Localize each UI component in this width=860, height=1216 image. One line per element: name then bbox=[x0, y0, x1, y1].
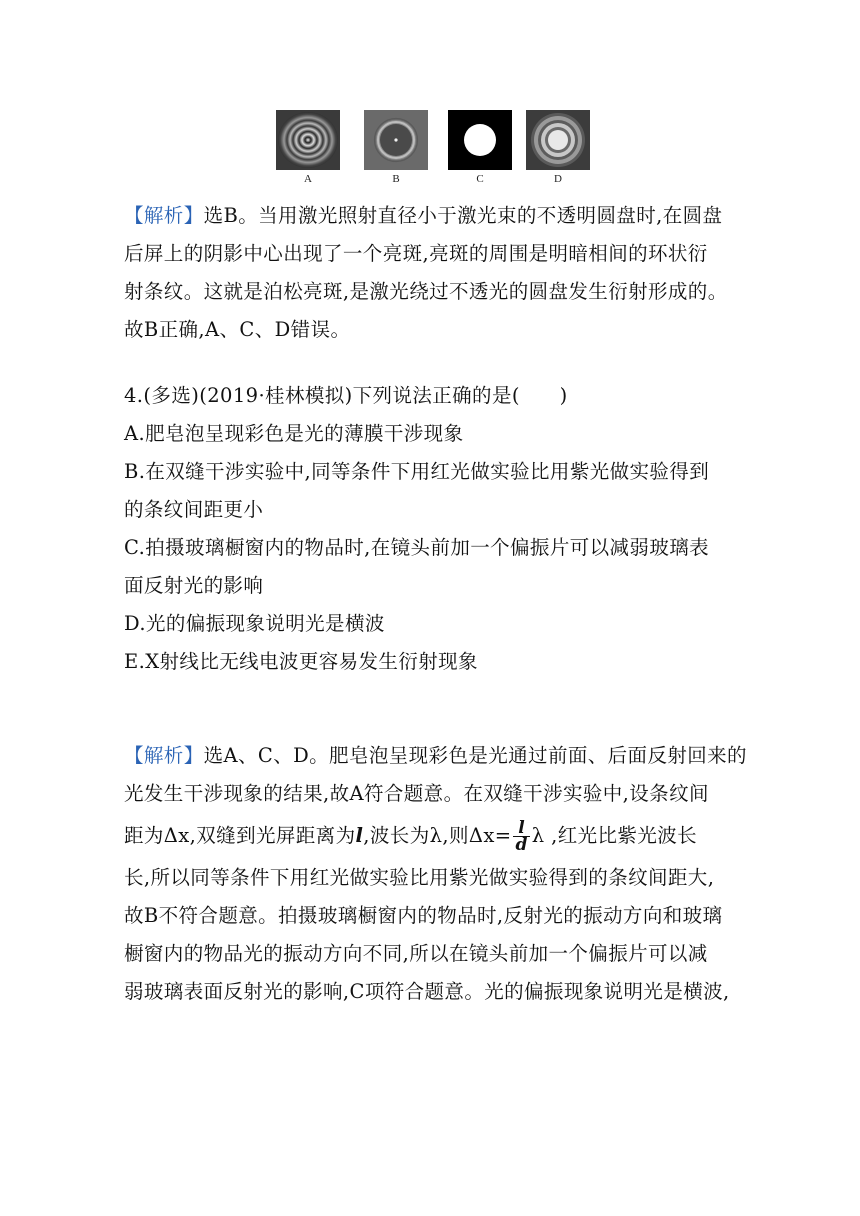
fraction-numerator: l bbox=[513, 820, 529, 837]
analysis-tag: 【解析】 bbox=[124, 204, 204, 227]
figure-c bbox=[448, 110, 512, 185]
symbol-l: l bbox=[355, 824, 364, 847]
analysis-1 bbox=[124, 197, 744, 349]
analysis-2-line: 橱窗内的物品光的振动方向不同,所以在镜头前加一个偏振片可以减 bbox=[124, 942, 708, 965]
analysis-2 bbox=[124, 737, 747, 1011]
figure-d-image bbox=[526, 110, 590, 170]
option-b: B.在双缝干涉实验中,同等条件下用红光做实验比用紫光做实验得到 bbox=[124, 460, 710, 483]
analysis-2-formula-line bbox=[124, 813, 744, 859]
figure-d-caption: D bbox=[554, 173, 562, 185]
option-b-cont: 的条纹间距更小 bbox=[124, 498, 264, 521]
option-c: C.拍摄玻璃橱窗内的物品时,在镜头前加一个偏振片可以减弱玻璃表 bbox=[124, 536, 710, 559]
analysis-2-text: 选A、C、D。肥皂泡呈现彩色是光通过前面、后面反射回来的 bbox=[203, 744, 747, 767]
diffraction-figures bbox=[276, 110, 596, 190]
figure-b-caption: B bbox=[392, 173, 400, 185]
analysis-2-line: 长,所以同等条件下用红光做实验比用紫光做实验得到的条纹间距大, bbox=[124, 866, 715, 889]
fraction-denominator: d bbox=[515, 835, 528, 855]
formula-text-c: λ ,红光比紫光波长 bbox=[531, 824, 698, 847]
question-stem: 4.(多选)(2019·桂林模拟)下列说法正确的是( ) bbox=[124, 384, 568, 407]
question-4 bbox=[124, 377, 744, 681]
figure-a-image bbox=[276, 110, 340, 170]
figure-d bbox=[526, 110, 590, 185]
analysis-1-text: 选B。当用激光照射直径小于激光束的不透明圆盘时,在圆盘 bbox=[203, 204, 723, 227]
option-e: E.X射线比无线电波更容易发生衍射现象 bbox=[124, 650, 478, 673]
analysis-1-line: 故B正确,A、C、D错误。 bbox=[124, 318, 351, 341]
fraction-l-over-d bbox=[513, 820, 529, 853]
figure-c-caption: C bbox=[476, 173, 484, 185]
analysis-1-line bbox=[124, 197, 744, 235]
figure-a bbox=[276, 110, 340, 185]
figure-b bbox=[364, 110, 428, 185]
analysis-2-line: 弱玻璃表面反射光的影响,C项符合题意。光的偏振现象说明光是横波, bbox=[124, 980, 730, 1003]
analysis-2-line: 故B不符合题意。拍摄玻璃橱窗内的物品时,反射光的振动方向和玻璃 bbox=[124, 904, 723, 927]
figure-b-image bbox=[364, 110, 428, 170]
analysis-1-line: 射条纹。这就是泊松亮斑,是激光绕过不透光的圆盘发生衍射形成的。 bbox=[124, 280, 728, 303]
option-c-cont: 面反射光的影响 bbox=[124, 574, 264, 597]
figure-c-image bbox=[448, 110, 512, 170]
analysis-tag: 【解析】 bbox=[124, 744, 204, 767]
figure-a-caption: A bbox=[304, 173, 312, 185]
analysis-2-line: 光发生干涉现象的结果,故A符合题意。在双缝干涉实验中,设条纹间 bbox=[124, 782, 709, 805]
formula-text-b: ,波长为λ,则Δx= bbox=[363, 824, 512, 847]
option-a: A.肥皂泡呈现彩色是光的薄膜干涉现象 bbox=[124, 422, 464, 445]
analysis-2-line bbox=[124, 737, 747, 775]
formula-text-a: 距为Δx,双缝到光屏距离为 bbox=[124, 824, 356, 847]
option-d: D.光的偏振现象说明光是横波 bbox=[124, 612, 385, 635]
analysis-1-line: 后屏上的阴影中心出现了一个亮斑,亮斑的周围是明暗相间的环状衍 bbox=[124, 242, 708, 265]
